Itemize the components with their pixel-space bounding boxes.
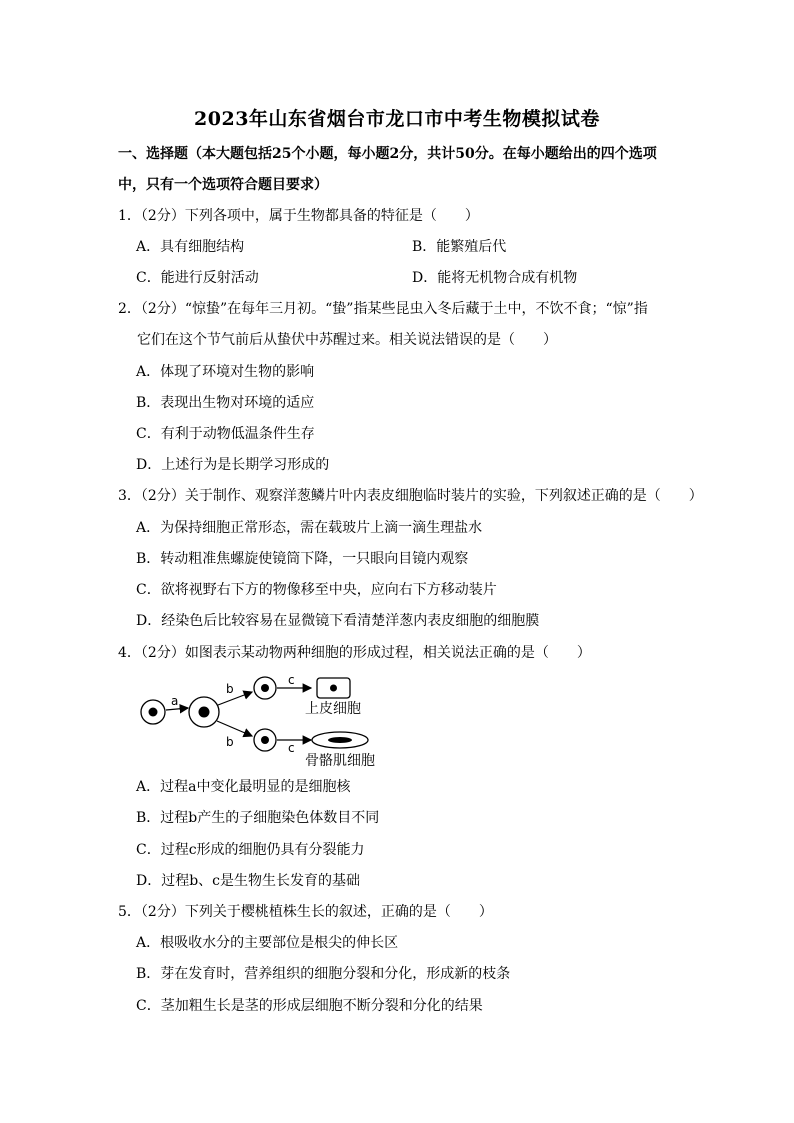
question-5-stem: 5．（2分）下列关于樱桃植株生长的叙述，正确的是（ ） (118, 904, 493, 920)
question-5-option-b: B．芽在发育时，营养组织的细胞分裂和分化，形成新的枝条 (136, 966, 511, 982)
arrow-b-bottom (217, 721, 252, 736)
daughter-cell-top (254, 677, 276, 699)
question-3-option-d: D．经染色后比较容易在显微镜下看清楚洋葱内表皮细胞的细胞膜 (136, 613, 540, 629)
exam-title: 2023年山东省烟台市龙口市中考生物模拟试卷 (194, 108, 600, 130)
question-2-stem-line1: 2．（2分）“惊蛰”在每年三月初。“蛰”指某些昆虫入冬后藏于土中，不饮不食；“惊”指 (118, 301, 648, 317)
section-heading-line1: 一、选择题（本大题包括25个小题，每小题2分，共计50分。在每小题给出的四个选项 (118, 146, 657, 162)
question-4-option-d: D．过程b、c是生物生长发育的基础 (136, 873, 361, 889)
question-4-option-c: C．过程c形成的细胞仍具有分裂能力 (136, 842, 365, 858)
question-1-stem: 1．（2分）下列各项中，属于生物都具备的特征是（ ） (118, 208, 479, 224)
question-1-option-d: D．能将无机物合成有机物 (412, 270, 578, 286)
question-3-option-b: B．转动粗准焦螺旋使镜筒下降，一只眼向目镜内观察 (136, 551, 469, 567)
label-b-bottom: b (226, 735, 234, 749)
question-1-option-b: B．能繁殖后代 (412, 239, 507, 255)
arrow-a (166, 708, 188, 710)
cell-formation-diagram (135, 670, 395, 770)
question-2-option-a: A．体现了环境对生物的影响 (136, 364, 315, 380)
question-1-option-c: C．能进行反射活动 (136, 270, 259, 286)
question-2-option-d: D．上述行为是长期学习形成的 (136, 457, 330, 473)
section-heading-line2: 中，只有一个选项符合题目要求） (118, 177, 328, 193)
question-5-option-c: C．茎加粗生长是茎的形成层细胞不断分裂和分化的结果 (136, 998, 483, 1014)
label-b-top: b (226, 682, 234, 696)
question-2-option-b: B．表现出生物对环境的适应 (136, 395, 315, 411)
question-4-stem: 4．（2分）如图表示某动物两种细胞的形成过程，相关说法正确的是（ ） (118, 645, 591, 661)
question-3-stem: 3．（2分）关于制作、观察洋葱鳞片叶内表皮细胞临时装片的实验，下列叙述正确的是（ ） (118, 488, 703, 504)
question-2-stem-line2: 它们在这个节气前后从蛰伏中苏醒过来。相关说法错误的是（ ） (137, 332, 557, 348)
grown-cell (189, 697, 219, 727)
question-5-option-a: A．根吸收水分的主要部位是根尖的伸长区 (136, 935, 399, 951)
question-3-option-c: C．欲将视野右下方的物像移至中央，应向右下方移动装片 (136, 582, 497, 598)
question-4-option-a: A．过程a中变化最明显的是细胞核 (136, 779, 351, 795)
question-1-option-a: A．具有细胞结构 (136, 239, 245, 255)
daughter-cell-bottom (254, 729, 276, 751)
epithelial-cell-label: 上皮细胞 (305, 701, 361, 717)
label-c-bottom: c (288, 741, 295, 755)
question-4-option-b: B．过程b产生的子细胞染色体数目不同 (136, 810, 380, 826)
label-a: a (171, 694, 179, 708)
initial-cell (141, 700, 165, 724)
arrow-b-top (218, 692, 252, 705)
label-c-top: c (288, 673, 295, 687)
question-3-option-a: A．为保持细胞正常形态，需在载玻片上滴一滴生理盐水 (136, 520, 483, 536)
muscle-cell-label: 骨骼肌细胞 (305, 753, 375, 769)
muscle-cell (312, 732, 368, 748)
epithelial-cell (317, 678, 350, 698)
question-2-option-c: C．有利于动物低温条件生存 (136, 426, 315, 442)
